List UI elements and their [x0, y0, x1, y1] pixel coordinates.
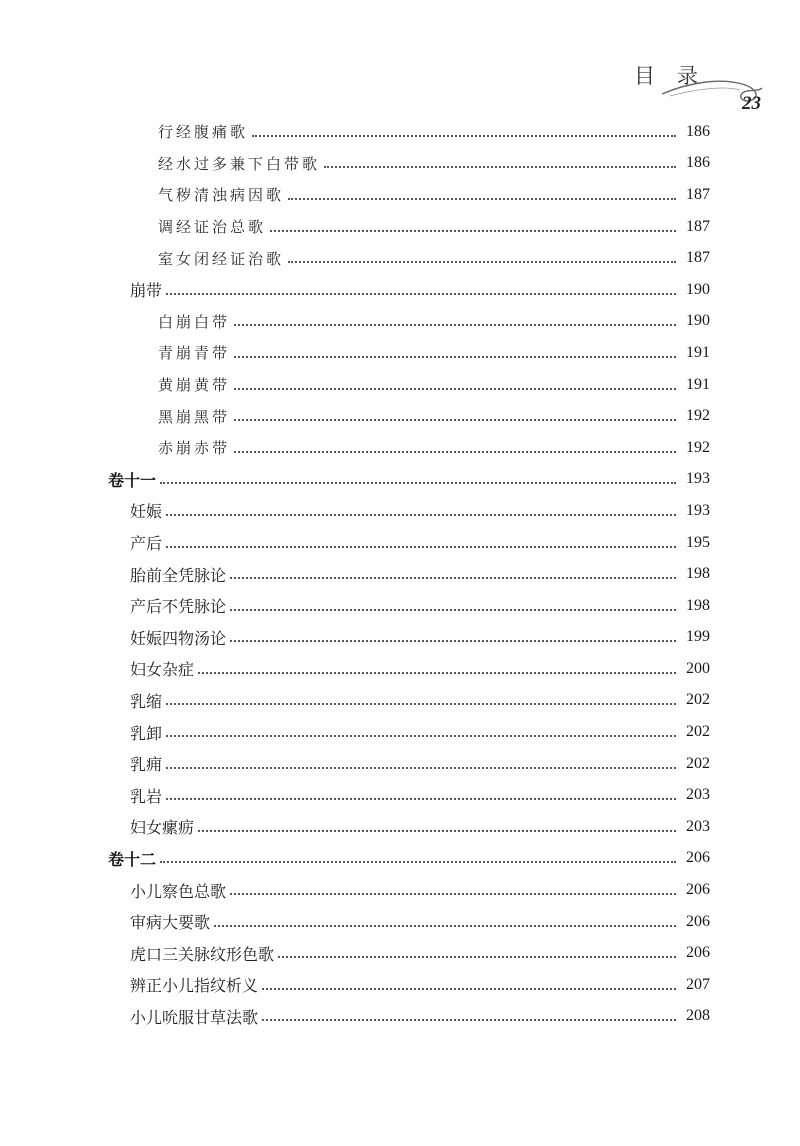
dot-leader [198, 830, 676, 832]
toc-entry-page: 206 [686, 881, 710, 899]
toc-entry-title: 经水过多兼下白带歌 [158, 154, 321, 173]
toc-entry[interactable] [0, 432, 800, 464]
toc-entry-title: 虎口三关脉纹形色歌 [130, 944, 275, 964]
toc-entry[interactable] [0, 843, 800, 875]
toc-entry-title: 胎前全凭脉论 [130, 565, 227, 585]
toc-entry[interactable] [0, 495, 800, 527]
dot-leader [234, 451, 676, 453]
toc-entry[interactable] [0, 1001, 800, 1033]
dot-leader [166, 546, 676, 548]
dot-leader [262, 988, 676, 990]
toc-entry-page: 208 [686, 1007, 710, 1025]
toc-entry-title: 卷十二 [108, 849, 157, 869]
dot-leader [288, 198, 676, 200]
toc-entry[interactable] [0, 116, 800, 148]
toc-entry-page: 192 [686, 407, 710, 425]
toc-entry[interactable] [0, 211, 800, 243]
running-title: 目录 [634, 64, 720, 88]
toc-entry[interactable] [0, 716, 800, 748]
toc-entry-title: 乳卸 [130, 723, 163, 743]
dot-leader [230, 640, 676, 642]
toc-entry-page: 195 [686, 533, 710, 551]
toc-entry-title: 产后不凭脉论 [130, 597, 227, 617]
toc-entry[interactable] [0, 748, 800, 780]
toc-entry-page: 192 [686, 438, 710, 456]
dot-leader [262, 1019, 676, 1021]
dot-leader [230, 893, 676, 895]
toc-entry[interactable] [0, 306, 800, 338]
dot-leader [234, 356, 676, 358]
toc-entry-page: 203 [686, 786, 710, 804]
toc-entry[interactable] [0, 369, 800, 401]
toc-entry-page: 186 [686, 122, 710, 140]
toc-entry-title: 黑崩黑带 [158, 407, 231, 426]
toc-entry-title: 赤崩赤带 [158, 439, 231, 458]
toc-entry-title: 气秽清浊病因歌 [158, 186, 285, 205]
toc-entry[interactable] [0, 242, 800, 274]
toc-entry[interactable] [0, 590, 800, 622]
toc-entry-page: 207 [686, 975, 710, 993]
dot-leader [166, 293, 676, 295]
toc-entry[interactable] [0, 274, 800, 306]
toc-entry[interactable] [0, 779, 800, 811]
toc-entry-title: 产后 [130, 534, 163, 554]
toc-entry-title: 行经腹痛歌 [158, 123, 249, 142]
toc-entry[interactable] [0, 874, 800, 906]
page-number: 23 [742, 93, 761, 114]
toc-entry-title: 青崩青带 [158, 344, 231, 363]
toc-entry-page: 202 [686, 691, 710, 709]
toc-entry-title: 室女闭经证治歌 [158, 249, 285, 268]
toc-entry[interactable] [0, 337, 800, 369]
dot-leader [166, 767, 676, 769]
toc-entry-page: 202 [686, 754, 710, 772]
toc-entry[interactable] [0, 653, 800, 685]
dot-leader [234, 324, 676, 326]
toc-entry-title: 妊娠四物汤论 [130, 628, 227, 648]
toc-entry-title: 审病大要歌 [130, 913, 211, 933]
toc-entry-title: 崩带 [130, 281, 163, 301]
toc-entry-page: 199 [686, 628, 710, 646]
toc-entry-page: 187 [686, 249, 710, 267]
toc-entry[interactable] [0, 622, 800, 654]
toc-entry-page: 186 [686, 154, 710, 172]
toc-entry-title: 妊娠 [130, 502, 163, 522]
toc-entry[interactable] [0, 179, 800, 211]
dot-leader [166, 514, 676, 516]
toc-entry[interactable] [0, 811, 800, 843]
dot-leader [278, 956, 676, 958]
dot-leader [160, 482, 676, 484]
toc-entry[interactable] [0, 685, 800, 717]
toc-entry-page: 191 [686, 375, 710, 393]
toc-entry-page: 200 [686, 659, 710, 677]
toc-entry[interactable] [0, 527, 800, 559]
dot-leader [270, 230, 676, 232]
dot-leader [288, 261, 676, 263]
toc-entry-page: 206 [686, 944, 710, 962]
dot-leader [166, 735, 676, 737]
toc-entry-page: 191 [686, 343, 710, 361]
toc-entry[interactable] [0, 148, 800, 180]
dot-leader [214, 925, 676, 927]
toc-entry-title: 辨正小儿指纹析义 [130, 976, 259, 996]
toc-entry-page: 193 [686, 501, 710, 519]
toc-entry[interactable] [0, 558, 800, 590]
toc-entry-title: 妇女瘰疬 [130, 818, 195, 838]
dot-leader [234, 388, 676, 390]
toc-entry-title: 小儿察色总歌 [130, 881, 227, 901]
page-header [0, 0, 800, 120]
toc-entry-page: 190 [686, 312, 710, 330]
toc-entry-page: 206 [686, 849, 710, 867]
toc-entry-title: 白崩白带 [158, 312, 231, 331]
toc-entry-title: 小儿吮服甘草法歌 [130, 1007, 259, 1027]
toc-entry-title: 乳缩 [130, 691, 163, 711]
toc-entry-title: 调经证治总歌 [158, 218, 267, 237]
toc-entry[interactable] [0, 969, 800, 1001]
toc-entry[interactable] [0, 464, 800, 496]
toc-entry-page: 203 [686, 817, 710, 835]
dot-leader [252, 135, 676, 137]
dot-leader [198, 672, 676, 674]
toc-entry-page: 198 [686, 565, 710, 583]
dot-leader [166, 798, 676, 800]
toc-entry-page: 193 [686, 470, 710, 488]
dot-leader [324, 166, 676, 168]
toc-entry-page: 198 [686, 596, 710, 614]
dot-leader [230, 577, 676, 579]
toc-entry[interactable] [0, 906, 800, 938]
toc-entry-title: 妇女杂症 [130, 660, 195, 680]
toc-entry-page: 202 [686, 723, 710, 741]
toc-entry-title: 黄崩黄带 [158, 376, 231, 395]
dot-leader [234, 419, 676, 421]
toc-entry-title: 乳岩 [130, 786, 163, 806]
toc-entry-title: 卷十一 [108, 470, 157, 490]
toc-entry[interactable] [0, 400, 800, 432]
dot-leader [160, 861, 676, 863]
toc-entry-title: 乳痈 [130, 755, 163, 775]
toc-entry-page: 206 [686, 912, 710, 930]
dot-leader [166, 703, 676, 705]
dot-leader [230, 609, 676, 611]
toc-entry-page: 187 [686, 185, 710, 203]
table-of-contents [0, 116, 800, 1032]
toc-entry-page: 187 [686, 217, 710, 235]
toc-entry-page: 190 [686, 280, 710, 298]
toc-entry[interactable] [0, 937, 800, 969]
